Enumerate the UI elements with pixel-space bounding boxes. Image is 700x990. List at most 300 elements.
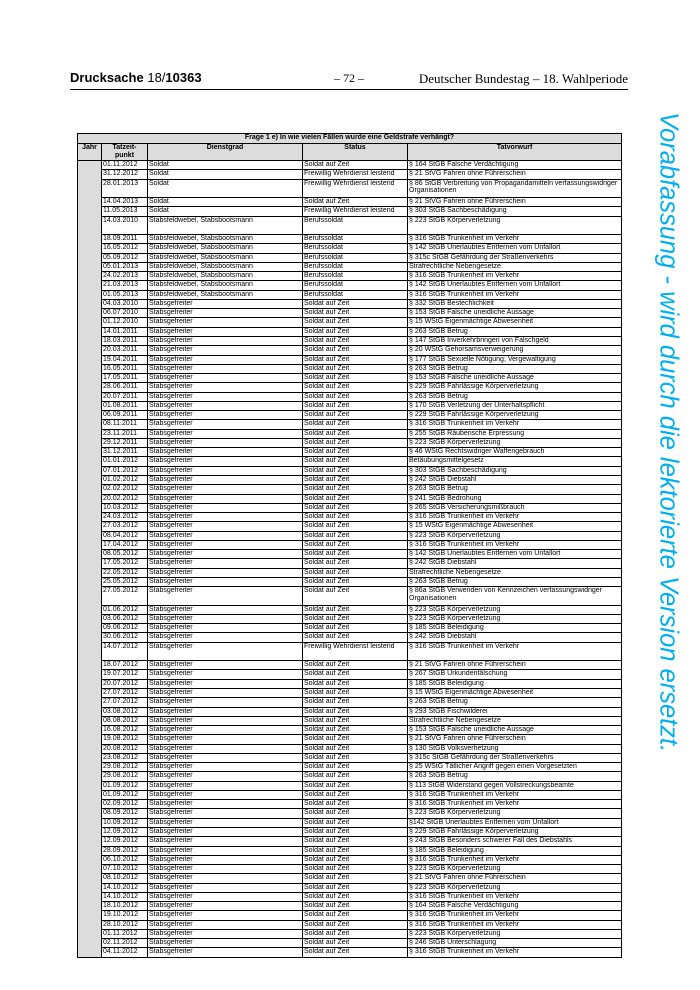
table-row xyxy=(78,420,622,429)
tatvorwurf-cell: § 242 StGB Diebstahl xyxy=(408,559,622,568)
tatzeitpunkt-cell: 20.03.2011 xyxy=(102,346,148,355)
status-cell: Soldat auf Zeit xyxy=(303,939,408,948)
tatvorwurf-cell: § 315c StGB Gefährdung der Straßenverkehrs xyxy=(408,253,622,262)
tatvorwurf-cell: § 316 StGB Trunkenheit im Verkehr xyxy=(408,948,622,957)
tatvorwurf-cell: § 185 StGB Beleidigung xyxy=(408,846,622,855)
tatzeitpunkt-cell: 28.09.2012 xyxy=(102,846,148,855)
document-number xyxy=(70,70,202,85)
table-row xyxy=(78,503,622,512)
publisher: Deutscher Bundestag – 18. Wahlperiode xyxy=(418,71,628,86)
tatvorwurf-cell: § 20 WStG Gehorsamsverweigerung xyxy=(408,346,622,355)
status-cell: Soldat auf Zeit xyxy=(303,550,408,559)
dienstgrad-cell: Stabsgefreiter xyxy=(148,531,303,540)
status-cell: Soldat auf Zeit xyxy=(303,198,408,207)
tatzeitpunkt-cell: 08.10.2012 xyxy=(102,874,148,883)
dienstgrad-cell: Stabsgefreiter xyxy=(148,920,303,929)
table-row xyxy=(78,522,622,531)
tatzeitpunkt-cell: 05.01.2013 xyxy=(102,262,148,271)
status-cell: Soldat auf Zeit xyxy=(303,902,408,911)
status-cell: Soldat auf Zeit xyxy=(303,837,408,846)
table-row xyxy=(78,244,622,253)
table-row xyxy=(78,892,622,901)
dienstgrad-cell: Stabsgefreiter xyxy=(148,466,303,475)
status-cell: Soldat auf Zeit xyxy=(303,420,408,429)
tatzeitpunkt-cell: 06.07.2010 xyxy=(102,309,148,318)
status-cell: Soldat auf Zeit xyxy=(303,800,408,809)
header-rule xyxy=(70,89,628,90)
status-cell: Soldat auf Zeit xyxy=(303,494,408,503)
tatzeitpunkt-cell: 08.04.2012 xyxy=(102,531,148,540)
table-row xyxy=(78,790,622,799)
table-row xyxy=(78,920,622,929)
dienstgrad-cell: Stabsgefreiter xyxy=(148,633,303,642)
tatzeitpunkt-cell: 31.12.2012 xyxy=(102,170,148,179)
table-row xyxy=(78,948,622,957)
tatvorwurf-cell: § 142 StGB Unerlaubtes Entfernen vom Unfallort xyxy=(408,281,622,290)
dienstgrad-cell: Stabsgefreiter xyxy=(148,438,303,447)
tatzeitpunkt-cell: 09.06.2012 xyxy=(102,624,148,633)
col-header-tatvorwurf: Tatvorwurf xyxy=(408,144,622,161)
tatzeitpunkt-cell: 12.09.2012 xyxy=(102,828,148,837)
tatvorwurf-cell: § 303 StGB Sachbeschädigung xyxy=(408,207,622,216)
tatzeitpunkt-cell: 17.05.2012 xyxy=(102,559,148,568)
tatvorwurf-cell: § 229 StGB Fahrlässige Körperverletzung xyxy=(408,828,622,837)
status-cell: Soldat auf Zeit xyxy=(303,855,408,864)
tatvorwurf-cell: § 265 StGB Versicherungsmißbrauch xyxy=(408,503,622,512)
dienstgrad-cell: Stabsfeldwebel, Stabsbootsmann xyxy=(148,281,303,290)
tatvorwurf-cell: § 223 StGB Körperverletzung xyxy=(408,809,622,818)
tatvorwurf-cell: § 243 StGB Besonders schwerer Fall des Diebstahls xyxy=(408,837,622,846)
tatzeitpunkt-cell: 01.09.2012 xyxy=(102,781,148,790)
dienstgrad-cell: Stabsgefreiter xyxy=(148,364,303,373)
table-row xyxy=(78,170,622,179)
dienstgrad-cell: Stabsgefreiter xyxy=(148,763,303,772)
dienstgrad-cell: Stabsgefreiter xyxy=(148,401,303,410)
table-row xyxy=(78,939,622,948)
tatvorwurf-cell: § 185 StGB Beleidigung xyxy=(408,679,622,688)
status-cell: Soldat auf Zeit xyxy=(303,911,408,920)
tatzeitpunkt-cell: 18.03.2011 xyxy=(102,336,148,345)
dienstgrad-cell: Stabsgefreiter xyxy=(148,448,303,457)
dienstgrad-cell: Stabsgefreiter xyxy=(148,327,303,336)
doc-label: Drucksache xyxy=(70,70,144,85)
status-cell: Soldat auf Zeit xyxy=(303,679,408,688)
status-cell: Soldat auf Zeit xyxy=(303,401,408,410)
page-header xyxy=(70,70,628,90)
table-row xyxy=(78,253,622,262)
tatvorwurf-cell: § 303 StGB Sachbeschädigung xyxy=(408,466,622,475)
tatvorwurf-cell: § 142 StGB Unerlaubtes Entfernen vom Unfallort xyxy=(408,550,622,559)
table-row xyxy=(78,494,622,503)
table-row xyxy=(78,587,622,606)
dienstgrad-cell: Stabsgefreiter xyxy=(148,540,303,549)
table-row xyxy=(78,281,622,290)
table-row xyxy=(78,299,622,308)
dienstgrad-cell: Stabsgefreiter xyxy=(148,790,303,799)
status-cell: Freiwillig Wehrdienst leistend xyxy=(303,207,408,216)
dienstgrad-cell: Stabsgefreiter xyxy=(148,550,303,559)
dienstgrad-cell: Stabsgefreiter xyxy=(148,420,303,429)
dienstgrad-cell: Soldat xyxy=(148,207,303,216)
status-cell: Soldat auf Zeit xyxy=(303,948,408,957)
tatzeitpunkt-cell: 04.03.2010 xyxy=(102,299,148,308)
doc-number-prefix: 18/ xyxy=(147,70,166,85)
status-cell: Soldat auf Zeit xyxy=(303,438,408,447)
table-row xyxy=(78,466,622,475)
tatzeitpunkt-cell: 08.11.2011 xyxy=(102,420,148,429)
dienstgrad-cell: Stabsgefreiter xyxy=(148,670,303,679)
tatzeitpunkt-cell: 19.07.2012 xyxy=(102,670,148,679)
tatzeitpunkt-cell: 29.08.2012 xyxy=(102,763,148,772)
tatzeitpunkt-cell: 18.09.2011 xyxy=(102,235,148,244)
tatvorwurf-cell: § 130 StGB Volksverhetzung xyxy=(408,744,622,753)
table-row xyxy=(78,327,622,336)
table-row xyxy=(78,531,622,540)
watermark xyxy=(655,112,681,902)
table-row xyxy=(78,772,622,781)
table-row xyxy=(78,411,622,420)
tatzeitpunkt-cell: 08.08.2012 xyxy=(102,716,148,725)
jahr-cell xyxy=(78,161,102,958)
dienstgrad-cell: Stabsgefreiter xyxy=(148,299,303,308)
status-cell: Soldat auf Zeit xyxy=(303,726,408,735)
dienstgrad-cell: Stabsgefreiter xyxy=(148,624,303,633)
table-row xyxy=(78,883,622,892)
table-row xyxy=(78,272,622,281)
tatvorwurf-cell: § 293 StGB Fischwilderei xyxy=(408,707,622,716)
status-cell: Soldat auf Zeit xyxy=(303,809,408,818)
tatzeitpunkt-cell: 23.11.2011 xyxy=(102,429,148,438)
table-row xyxy=(78,540,622,549)
status-cell: Soldat auf Zeit xyxy=(303,929,408,938)
dienstgrad-cell: Stabsgefreiter xyxy=(148,587,303,606)
dienstgrad-cell: Stabsgefreiter xyxy=(148,735,303,744)
dienstgrad-cell: Stabsgefreiter xyxy=(148,605,303,614)
table-row xyxy=(78,902,622,911)
table-row xyxy=(78,763,622,772)
dienstgrad-cell: Stabsgefreiter xyxy=(148,753,303,762)
tatzeitpunkt-cell: 17.05.2011 xyxy=(102,374,148,383)
question-title: Frage 1 e) In wie vielen Fällen wurde eine Geldstrafe verhängt? xyxy=(78,134,622,144)
tatzeitpunkt-cell: 27.05.2012 xyxy=(102,587,148,606)
dienstgrad-cell: Stabsgefreiter xyxy=(148,494,303,503)
tatvorwurf-cell: § 332 StGB Bestechlichkeit xyxy=(408,299,622,308)
dienstgrad-cell: Stabsgefreiter xyxy=(148,948,303,957)
tatvorwurf-cell: § 86a StGB Verwenden von Kennzeichen verfassungswidriger Organisationen xyxy=(408,587,622,606)
status-cell: Soldat auf Zeit xyxy=(303,772,408,781)
dienstgrad-cell: Stabsgefreiter xyxy=(148,457,303,466)
tatzeitpunkt-cell: 27.03.2012 xyxy=(102,522,148,531)
table-row xyxy=(78,235,622,244)
tatzeitpunkt-cell: 20.07.2012 xyxy=(102,679,148,688)
table-row xyxy=(78,716,622,725)
dienstgrad-cell: Stabsfeldwebel, Stabsbootsmann xyxy=(148,290,303,299)
tatzeitpunkt-cell: 03.08.2012 xyxy=(102,707,148,716)
status-cell: Soldat auf Zeit xyxy=(303,828,408,837)
dienstgrad-cell: Stabsgefreiter xyxy=(148,939,303,948)
status-cell: Soldat auf Zeit xyxy=(303,698,408,707)
status-cell: Soldat auf Zeit xyxy=(303,346,408,355)
tatvorwurf-cell: § 316 StGB Trunkenheit im Verkehr xyxy=(408,790,622,799)
table-row xyxy=(78,865,622,874)
tatzeitpunkt-cell: 16.05.2012 xyxy=(102,244,148,253)
tatvorwurf-cell: § 46 WStG Rechtswidriger Waffengebrauch xyxy=(408,448,622,457)
tatzeitpunkt-cell: 25.05.2012 xyxy=(102,577,148,586)
table-row xyxy=(78,670,622,679)
tatvorwurf-cell: § 170 StGB Verletzung der Unterhaltspflicht xyxy=(408,401,622,410)
status-cell: Freiwillig Wehrdienst leistend xyxy=(303,179,408,198)
tatvorwurf-cell: § 223 StGB Körperverletzung xyxy=(408,929,622,938)
status-cell: Soldat auf Zeit xyxy=(303,624,408,633)
status-cell: Soldat auf Zeit xyxy=(303,355,408,364)
tatzeitpunkt-cell: 29.08.2012 xyxy=(102,772,148,781)
table-row xyxy=(78,661,622,670)
dienstgrad-cell: Stabsgefreiter xyxy=(148,411,303,420)
table-row xyxy=(78,457,622,466)
tatzeitpunkt-cell: 22.05.2012 xyxy=(102,568,148,577)
status-cell: Soldat auf Zeit xyxy=(303,559,408,568)
tatvorwurf-cell: Strafrechtliche Nebengesetze xyxy=(408,568,622,577)
tatzeitpunkt-cell: 18.10.2012 xyxy=(102,902,148,911)
tatvorwurf-cell: § 316 StGB Trunkenheit im Verkehr xyxy=(408,892,622,901)
status-cell: Soldat auf Zeit xyxy=(303,577,408,586)
status-cell: Berufssoldat xyxy=(303,272,408,281)
status-cell: Berufssoldat xyxy=(303,290,408,299)
dienstgrad-cell: Stabsgefreiter xyxy=(148,892,303,901)
tatvorwurf-cell: § 15 WStG Eigenmächtige Abwesenheit xyxy=(408,522,622,531)
tatvorwurf-cell: § 263 StGB Betrug xyxy=(408,392,622,401)
tatzeitpunkt-cell: 08.05.2012 xyxy=(102,550,148,559)
tatvorwurf-cell: § 142 StGB Unerlaubtes Entfernen vom Unfallort xyxy=(408,244,622,253)
status-cell: Soldat auf Zeit xyxy=(303,309,408,318)
tatzeitpunkt-cell: 27.07.2012 xyxy=(102,698,148,707)
status-cell: Freiwillig Wehrdienst leistend xyxy=(303,642,408,661)
tatvorwurf-cell: § 316 StGB Trunkenheit im Verkehr xyxy=(408,272,622,281)
tatzeitpunkt-cell: 24.02.2013 xyxy=(102,272,148,281)
dienstgrad-cell: Stabsgefreiter xyxy=(148,679,303,688)
tatzeitpunkt-cell: 20.07.2011 xyxy=(102,392,148,401)
table-row xyxy=(78,911,622,920)
table-row xyxy=(78,818,622,827)
table-row xyxy=(78,929,622,938)
status-cell: Soldat auf Zeit xyxy=(303,161,408,170)
table-row xyxy=(78,753,622,762)
status-cell: Soldat auf Zeit xyxy=(303,753,408,762)
table-row xyxy=(78,809,622,818)
doc-number: 10363 xyxy=(165,70,202,85)
table-row xyxy=(78,318,622,327)
tatvorwurf-cell: § 255 StGB Räuberische Erpressung xyxy=(408,429,622,438)
tatzeitpunkt-cell: 03.06.2012 xyxy=(102,614,148,623)
tatzeitpunkt-cell: 19.10.2012 xyxy=(102,911,148,920)
tatvorwurf-cell: Betäubungsmittelgesetz xyxy=(408,457,622,466)
tatzeitpunkt-cell: 16.08.2012 xyxy=(102,726,148,735)
dienstgrad-cell: Stabsgefreiter xyxy=(148,577,303,586)
tatvorwurf-cell: § 242 StGB Diebstahl xyxy=(408,475,622,484)
tatzeitpunkt-cell: 10.09.2012 xyxy=(102,818,148,827)
dienstgrad-cell: Stabsgefreiter xyxy=(148,865,303,874)
tatzeitpunkt-cell: 28.06.2011 xyxy=(102,383,148,392)
dienstgrad-cell: Stabsgefreiter xyxy=(148,726,303,735)
status-cell: Soldat auf Zeit xyxy=(303,892,408,901)
tatvorwurf-cell: § 164 StGB Falsche Verdächtigung xyxy=(408,161,622,170)
tatzeitpunkt-cell: 01.01.2012 xyxy=(102,457,148,466)
table-row xyxy=(78,874,622,883)
tatvorwurf-cell: Strafrechtliche Nebengesetze xyxy=(408,262,622,271)
dienstgrad-cell: Stabsgefreiter xyxy=(148,522,303,531)
tatzeitpunkt-cell: 10.03.2012 xyxy=(102,503,148,512)
tatvorwurf-cell: § 86 StGB Verbreitung von Propagandamitteln verfassungswidriger Organisationen xyxy=(408,179,622,198)
tatzeitpunkt-cell: 01.05.2013 xyxy=(102,290,148,299)
tatzeitpunkt-cell: 20.08.2012 xyxy=(102,744,148,753)
col-header-dienstgrad: Dienstgrad xyxy=(148,144,303,161)
tatvorwurf-cell: § 153 StGB Falsche uneidliche Aussage xyxy=(408,726,622,735)
table-row xyxy=(78,837,622,846)
dienstgrad-cell: Stabsgefreiter xyxy=(148,642,303,661)
dienstgrad-cell: Stabsgefreiter xyxy=(148,392,303,401)
table-row xyxy=(78,781,622,790)
dienstgrad-cell: Stabsgefreiter xyxy=(148,716,303,725)
status-cell: Soldat auf Zeit xyxy=(303,540,408,549)
tatvorwurf-cell: § 223 StGB Körperverletzung xyxy=(408,216,622,235)
tatvorwurf-cell: § 25 WStG Tätlicher Angriff gegen einen Vorgesetzten xyxy=(408,763,622,772)
tatvorwurf-cell: § 316 StGB Trunkenheit im Verkehr xyxy=(408,920,622,929)
tatzeitpunkt-cell: 23.08.2012 xyxy=(102,753,148,762)
table-row xyxy=(78,846,622,855)
status-cell: Soldat auf Zeit xyxy=(303,364,408,373)
tatzeitpunkt-cell: 05.09.2012 xyxy=(102,253,148,262)
dienstgrad-cell: Soldat xyxy=(148,161,303,170)
status-cell: Soldat auf Zeit xyxy=(303,336,408,345)
dienstgrad-cell: Stabsgefreiter xyxy=(148,781,303,790)
tatvorwurf-cell: § 316 StGB Trunkenheit im Verkehr xyxy=(408,420,622,429)
table-row xyxy=(78,828,622,837)
tatvorwurf-cell: § 15 WStG Eigenmächtige Abwesenheit xyxy=(408,318,622,327)
status-cell: Soldat auf Zeit xyxy=(303,846,408,855)
table-row xyxy=(78,800,622,809)
table-row xyxy=(78,550,622,559)
dienstgrad-cell: Stabsgefreiter xyxy=(148,911,303,920)
status-cell: Soldat auf Zeit xyxy=(303,818,408,827)
table-row xyxy=(78,485,622,494)
dienstgrad-cell: Stabsgefreiter xyxy=(148,772,303,781)
dienstgrad-cell: Stabsgefreiter xyxy=(148,883,303,892)
status-cell: Soldat auf Zeit xyxy=(303,411,408,420)
tatvorwurf-cell: § 177 StGB Sexuelle Nötigung; Vergewaltigung xyxy=(408,355,622,364)
status-cell: Soldat auf Zeit xyxy=(303,689,408,698)
tatzeitpunkt-cell: 28.01.2013 xyxy=(102,179,148,198)
tatvorwurf-cell: § 316 StGB Trunkenheit im Verkehr xyxy=(408,290,622,299)
status-cell: Berufssoldat xyxy=(303,235,408,244)
table-row xyxy=(78,374,622,383)
tatvorwurf-cell: § 164 StGB Falsche Verdächtigung xyxy=(408,902,622,911)
tatvorwurf-cell: § 316 StGB Trunkenheit im Verkehr xyxy=(408,800,622,809)
tatzeitpunkt-cell: 19.04.2011 xyxy=(102,355,148,364)
status-cell: Soldat auf Zeit xyxy=(303,587,408,606)
tatvorwurf-cell: § 153 StGB Falsche uneidliche Aussage xyxy=(408,309,622,318)
table-row xyxy=(78,355,622,364)
tatvorwurf-cell: § 315c StGB Gefährdung der Straßenverkehrs xyxy=(408,753,622,762)
dienstgrad-cell: Stabsgefreiter xyxy=(148,855,303,864)
dienstgrad-cell: Soldat xyxy=(148,198,303,207)
status-cell: Soldat auf Zeit xyxy=(303,466,408,475)
dienstgrad-cell: Soldat xyxy=(148,179,303,198)
col-header-jahr: Jahr xyxy=(78,144,102,161)
dienstgrad-cell: Stabsgefreiter xyxy=(148,559,303,568)
status-cell: Soldat auf Zeit xyxy=(303,299,408,308)
dienstgrad-cell: Stabsfeldwebel, Stabsbootsmann xyxy=(148,262,303,271)
status-cell: Soldat auf Zeit xyxy=(303,763,408,772)
tatvorwurf-cell: § 229 StGB Fahrlässige Körperverletzung xyxy=(408,411,622,420)
tatvorwurf-cell: § 21 StVG Fahren ohne Führerschein xyxy=(408,198,622,207)
tatzeitpunkt-cell: 20.02.2012 xyxy=(102,494,148,503)
status-cell: Soldat auf Zeit xyxy=(303,513,408,522)
status-cell: Soldat auf Zeit xyxy=(303,457,408,466)
tatzeitpunkt-cell: 06.10.2012 xyxy=(102,855,148,864)
tatvorwurf-cell: § 316 StGB Trunkenheit im Verkehr xyxy=(408,911,622,920)
status-cell: Soldat auf Zeit xyxy=(303,475,408,484)
tatzeitpunkt-cell: 01.02.2012 xyxy=(102,475,148,484)
status-cell: Soldat auf Zeit xyxy=(303,735,408,744)
tatzeitpunkt-cell: 07.10.2012 xyxy=(102,865,148,874)
tatzeitpunkt-cell: 24.03.2012 xyxy=(102,513,148,522)
status-cell: Soldat auf Zeit xyxy=(303,429,408,438)
watermark-text: Vorabfassung - wird durch die lektorierte Version ersetzt. xyxy=(654,112,683,753)
tatzeitpunkt-cell: 01.06.2012 xyxy=(102,605,148,614)
table-row xyxy=(78,207,622,216)
dienstgrad-cell: Stabsgefreiter xyxy=(148,661,303,670)
status-cell: Soldat auf Zeit xyxy=(303,633,408,642)
tatvorwurf-cell: § 223 StGB Körperverletzung xyxy=(408,865,622,874)
table-row xyxy=(78,346,622,355)
table-row xyxy=(78,513,622,522)
tatzeitpunkt-cell: 02.02.2012 xyxy=(102,485,148,494)
tatvorwurf-cell: § 229 StGB Fahrlässige Körperverletzung xyxy=(408,383,622,392)
tatzeitpunkt-cell: 27.07.2012 xyxy=(102,689,148,698)
tatzeitpunkt-cell: 08.09.2012 xyxy=(102,809,148,818)
tatvorwurf-cell: § 21 StVG Fahren ohne Führerschein xyxy=(408,170,622,179)
status-cell: Soldat auf Zeit xyxy=(303,383,408,392)
dienstgrad-cell: Stabsgefreiter xyxy=(148,698,303,707)
table-row xyxy=(78,364,622,373)
tatzeitpunkt-cell: 14.01.2011 xyxy=(102,327,148,336)
fines-table xyxy=(77,133,622,958)
status-cell: Soldat auf Zeit xyxy=(303,485,408,494)
dienstgrad-cell: Stabsgefreiter xyxy=(148,846,303,855)
status-cell: Soldat auf Zeit xyxy=(303,568,408,577)
table-row xyxy=(78,448,622,457)
tatvorwurf-cell: § 21 StVG Fahren ohne Führerschein xyxy=(408,661,622,670)
table-row xyxy=(78,438,622,447)
page-number: – 72 – xyxy=(334,71,364,85)
tatvorwurf-cell: § 316 StGB Trunkenheit im Verkehr xyxy=(408,642,622,661)
tatvorwurf-cell: § 223 StGB Körperverletzung xyxy=(408,531,622,540)
table-row xyxy=(78,633,622,642)
dienstgrad-cell: Stabsgefreiter xyxy=(148,689,303,698)
tatvorwurf-cell: § 223 StGB Körperverletzung xyxy=(408,605,622,614)
dienstgrad-cell: Stabsgefreiter xyxy=(148,374,303,383)
dienstgrad-cell: Stabsgefreiter xyxy=(148,309,303,318)
status-cell: Soldat auf Zeit xyxy=(303,503,408,512)
table-row xyxy=(78,698,622,707)
table-row xyxy=(78,568,622,577)
status-cell: Soldat auf Zeit xyxy=(303,392,408,401)
table-body xyxy=(78,161,622,958)
tatvorwurf-cell: § 147 StGB Inverkehrbringen von Falschgeld xyxy=(408,336,622,345)
tatvorwurf-cell: § 246 StGB Unterschlagung xyxy=(408,939,622,948)
table-row xyxy=(78,262,622,271)
dienstgrad-cell: Stabsfeldwebel, Stabsbootsmann xyxy=(148,216,303,235)
